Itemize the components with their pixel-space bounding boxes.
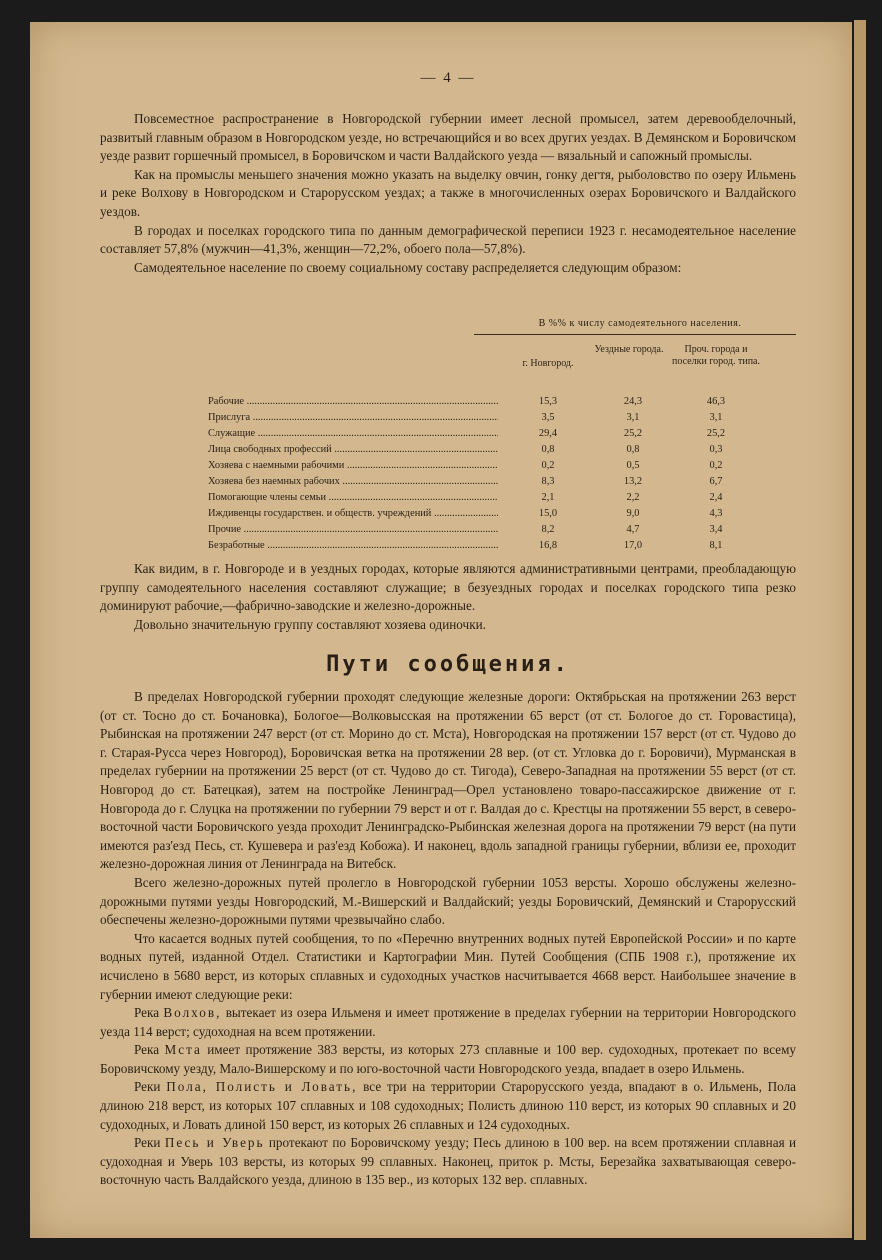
river-description: вытекает из озера Ильменя и имеет протяжение в пределах губернии на территории Новгородского уезда 114 верст; судоходная на всем протяжении. (100, 1005, 797, 1039)
paragraph-waterways: Что касается водных путей сообщения, то по «Перечню внутренних водных путей Европейской России» и по карте водных путей, изданной Отдел. Статистики и Картографии Мин. Путей Сообщения (СПБ 1908 г.), протяжение их исчислено в 5680 верст, из которых сплавных и судоходных участков насчитывается 4668 верст. Наибольшее значение в губернии имеют следующие реки: (100, 930, 796, 1002)
row-label: Безработные ..... (208, 540, 498, 551)
paragraph-owners: Довольно значительную группу составляют хозяева одиночки. (134, 616, 486, 632)
value-other: 46,3 (706, 396, 726, 407)
value-other: 6,7 (709, 476, 723, 487)
value-novgorod: 2,1 (541, 492, 555, 503)
document-page (30, 22, 852, 1238)
value-novgorod: 0,8 (541, 444, 555, 455)
row-label: Рабочие ..... (208, 396, 498, 407)
river-name-pes: Песь и Уверь (164, 1135, 265, 1151)
value-uezd: 9,0 (626, 508, 640, 519)
paragraph-social-composition: Самодеятельное население по своему социальному составу распределяется следующим образом: (134, 259, 682, 275)
intro-section (100, 110, 796, 277)
paragraph-census: В городах и поселках городского типа по данным демографической переписи 1923 г. несамодеятельное население составляет 57,8% (мужчин—41,3%, женщин—72,2%, обоего пола—57,8%). (100, 222, 796, 257)
table-row (208, 492, 768, 506)
value-novgorod: 0,2 (541, 460, 555, 471)
value-uezd: 24,3 (623, 396, 643, 407)
river-lead: Река (134, 1042, 160, 1058)
paragraph-railway-total: Всего железно-дорожных путей пролегло в Новгородской губернии 1053 версты. Хорошо обслужены железно-дорожными путями уезды Новгородский, М.-Вишерский и Валдайский; уезды Боровичский, Демянский и Старорусский обеспечены железно-дорожными путями чрезвычайно слабо. (100, 874, 796, 928)
value-other: 3,4 (709, 524, 723, 535)
value-uezd: 3,1 (626, 412, 640, 423)
value-novgorod: 8,3 (541, 476, 555, 487)
river-name-volkhov: Волхов, (163, 1005, 222, 1021)
river-name-msta: Мста (164, 1042, 202, 1058)
row-label: Прислуга ..... (208, 412, 498, 423)
paragraph-volkhov (100, 1004, 796, 1041)
row-label: Служащие ..... (208, 428, 498, 439)
table-row (208, 524, 768, 538)
value-novgorod: 29,4 (538, 428, 558, 439)
row-label: Помогающие члены семьи ..... (208, 492, 498, 503)
row-label: Прочие ..... (208, 524, 498, 535)
river-description: имеет протяжение 383 версты, из которых 273 сплавные и 100 вер. судоходных, протекает по всему Боровичскому уезду, Мало-Вишерскому и по юго-восточной части Новгородского уезда, впадает в озеро Ильмень. (100, 1042, 797, 1076)
table-row (208, 412, 768, 426)
row-label: Хозяева без наемных рабочих ..... (208, 476, 498, 487)
row-label: Иждивенцы государствен. и обществ. учреждений ..... (208, 508, 498, 519)
table-row (208, 428, 768, 442)
value-other: 8,1 (709, 540, 723, 551)
table-row (208, 476, 768, 490)
table-row (208, 540, 768, 554)
river-lead: Реки (134, 1079, 161, 1095)
table-row (208, 444, 768, 458)
value-other: 3,1 (709, 412, 723, 423)
paragraph-msta (100, 1041, 796, 1078)
column-header-novgorod: г. Новгород. (522, 358, 574, 369)
value-uezd: 2,2 (626, 492, 640, 503)
value-uezd: 0,8 (626, 444, 640, 455)
page-number: — 4 — (420, 70, 476, 86)
paragraph-crafts: Повсеместное распространение в Новгородской губернии имеет лесной промысел, затем деревообделочный, развитый главным образом в Новгородском уезде, но встречающийся и во всех других уездах. В Демянском и Боровичском уезде развит горшечный промысел, в Боровичском и части Валдайского уезда — вязальный и сапожный промыслы. (100, 111, 796, 164)
value-other: 0,3 (709, 444, 723, 455)
value-uezd: 0,5 (626, 460, 640, 471)
river-description: все три на территории Старорусского уезда, впадают в о. Ильмень, Пола длиною 218 верст, из которых 107 сплавных и 108 судоходных; Полисть длиною 110 верст, из которых 90 сплавных и 20 судоходных, и Ловать длиной 150 верст, из которых 26 сплавных и 124 судоходных. (100, 1079, 797, 1132)
column-header-uezd-towns: Уездные города. (594, 344, 664, 355)
row-label: Лица свободных профессий ..... (208, 444, 498, 455)
conclusion-section (100, 560, 796, 634)
row-label: Хозяева с наемными рабочими ..... (208, 460, 498, 471)
table-header-caption: В %% к числу самодеятельного населения. (538, 318, 742, 329)
value-novgorod: 15,3 (538, 396, 558, 407)
column-header-other-towns: Проч. города и поселки город. типа. (672, 344, 760, 367)
value-other: 25,2 (706, 428, 726, 439)
river-description: протекают по Боровичскому уезду; Песь длиною в 100 вер. на всем протяжении сплавная и судоходная и Уверь 103 версты, из которых 99 сплавных. Наконец, приток р. Мсты, Березайка захватывающая северо-восточную часть Валдайского уезда, длиною в 135 вер., из которых 132 вер. сплавных. (100, 1135, 797, 1188)
value-novgorod: 15,0 (538, 508, 558, 519)
section-heading: Пути сообщения. (326, 652, 570, 677)
value-uezd: 17,0 (623, 540, 643, 551)
river-lead: Река (134, 1005, 160, 1021)
transport-section (100, 688, 796, 1190)
paragraph-railways: В пределах Новгородской губернии проходят следующие железные дороги: Октябрьская на протяжении 263 верст (от ст. Тосно до ст. Бочановка), Бологое—Волковысская на протяжении 65 верст (от ст. Бологое до ст. Горовастица), Рыбинская на протяжении 247 верст (от ст. Морино до ст. Мста), Новгородская на протяжении 157 верст (от ст. Чудово до г. Старая-Русса через Новгород), Боровичская ветка на протяжении 28 вер. (от ст. Угловка до г. Боровичи), Мурманская в пределах губернии на протяжении 25 верст (от ст. Чудово до ст. Тигода), Северо-Западная на протяжении 55 верст (от ст. Новгород до ст. Батецкая), затем на постройке Ленинград—Орел установлено товаро-пассажирское движение от г. Новгорода до г. Слуцка на протяжении по губернии 79 верст и от г. Валдая до с. Крестцы на протяжении 55 верст, в северо-восточной части Боровичского уезда проходит Ленинградско-Рыбинская железная дорога на протяжении 79 верст (на пути имеются раз'езд Песь, ст. Кушевера и раз'езд Кобожа). И наконец, вдоль западной границы губернии, вблизи ее, проходит железно-дорожная линия от Ленинграда на Витебск. (100, 689, 796, 872)
value-other: 0,2 (709, 460, 723, 471)
value-novgorod: 16,8 (538, 540, 558, 551)
value-uezd: 13,2 (623, 476, 643, 487)
value-other: 2,4 (709, 492, 723, 503)
paragraph-conclusion: Как видим, в г. Новгороде и в уездных городах, которые являются административными центрами, преобладающую группу самодеятельного населения составляют служащие; в безуездных городах и поселках городского типа резко доминируют рабочие,—фабрично-заводские и железно-дорожные. (100, 561, 796, 614)
paragraph-pola (100, 1078, 796, 1134)
value-uezd: 4,7 (626, 524, 640, 535)
table-row (208, 508, 768, 522)
paragraph-pes (100, 1134, 796, 1190)
value-other: 4,3 (709, 508, 723, 519)
table-row (208, 460, 768, 474)
page-edge (854, 20, 866, 1240)
table-header-rule (474, 334, 796, 335)
river-name-pola: Пола, Полисть и Ловать, (166, 1079, 358, 1095)
river-lead: Реки (134, 1135, 161, 1151)
table-row (208, 396, 768, 410)
paragraph-minor-crafts: Как на промыслы меньшего значения можно указать на выделку овчин, гонку дегтя, рыболовство по озеру Ильмень и реке Волхову в Новгородском и Старорусском уездах; а также в многочисленных озерах Боровичского и Валдайского уездов. (100, 166, 796, 219)
value-novgorod: 3,5 (541, 412, 555, 423)
value-uezd: 25,2 (623, 428, 643, 439)
value-novgorod: 8,2 (541, 524, 555, 535)
